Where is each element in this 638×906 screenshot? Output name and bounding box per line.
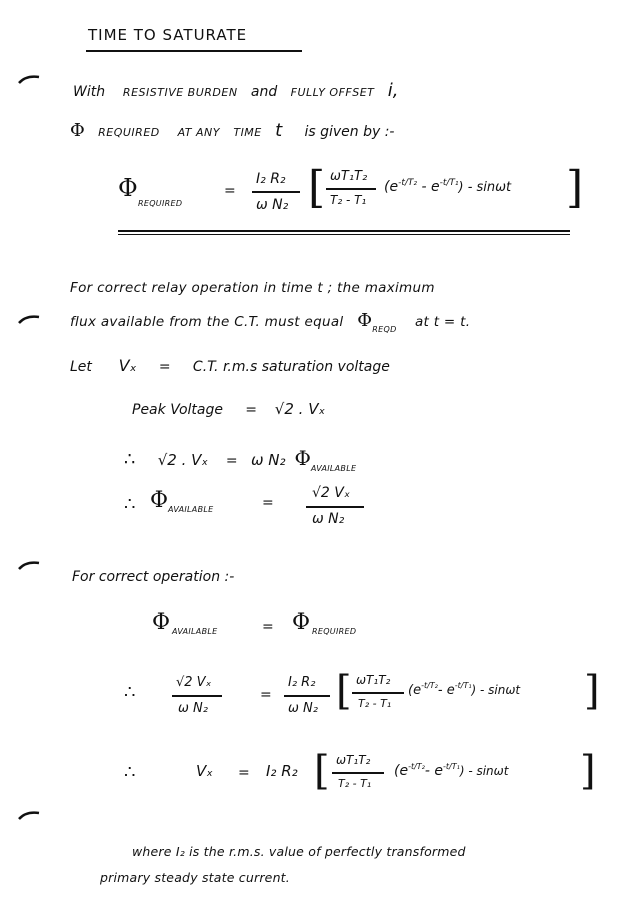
phi-required-label: REQUIRED — [98, 126, 160, 139]
eq3-exp-open: (e — [394, 763, 409, 779]
peak-value: √2 . Vₓ — [274, 400, 326, 418]
eq3-minus-e: - e — [424, 763, 444, 779]
eq1-inner-den: T₂ - T₁ — [330, 193, 367, 207]
footer-line1: where I₂ is the r.m.s. value of perfectly transformed — [132, 844, 466, 859]
let-word: Let — [70, 359, 92, 375]
margin-mark-4 — [18, 810, 40, 820]
eq3-coef: I₂ R₂ — [266, 762, 298, 780]
title-underline — [86, 50, 302, 52]
eq2-frac — [172, 695, 222, 697]
therefore2-frac — [306, 506, 364, 508]
peak-label: Peak Voltage — [132, 402, 223, 418]
margin-mark-1 — [18, 74, 40, 84]
equality-phi2: Φ — [292, 610, 311, 635]
margin-mark-2 — [18, 314, 40, 324]
eq1-rbracket: ] — [566, 162, 584, 213]
eq3-exp1: -t/T₂ — [408, 762, 425, 771]
therefore1-lhs: √2 . Vₓ — [157, 451, 209, 469]
phi-required-line — [70, 122, 394, 140]
eq1-underline-1 — [118, 230, 570, 232]
eq3-exp-expr — [394, 764, 508, 778]
footer-line2: primary steady state current. — [100, 870, 290, 885]
eq2-num2: I₂ R₂ — [288, 675, 316, 690]
para1-line2-b: at t = t. — [414, 314, 471, 330]
phi-time: TIME — [233, 126, 262, 139]
margin-mark-3 — [18, 560, 40, 570]
therefore2-den: ω N₂ — [312, 511, 345, 527]
eq3-inner-den: T₂ - T₁ — [338, 777, 372, 790]
therefore1-sub: AVAILABLE — [310, 464, 357, 473]
let-line — [70, 358, 390, 374]
eq2-sym: ∴ — [124, 682, 136, 703]
eq2-minus-e: - e — [437, 683, 455, 698]
let-desc: C.T. r.m.s saturation voltage — [192, 359, 390, 375]
eq1-minus-e: - e — [421, 179, 440, 195]
eq2-exp2: -t/T₁ — [454, 681, 472, 690]
eq1-underline-2 — [118, 234, 570, 235]
eq3-inner-frac — [332, 772, 384, 774]
equality-phi1: Φ — [152, 610, 171, 635]
peak-line — [132, 402, 325, 417]
eq2-inner-frac — [352, 692, 404, 694]
therefore2-phi: Φ — [150, 488, 169, 513]
eq3-rbracket: ] — [580, 748, 596, 794]
eq1-exp1: -t/T₂ — [398, 178, 417, 188]
therefore1-eq: = — [225, 453, 238, 469]
intro-i: i, — [387, 80, 399, 101]
para1-line2-a: flux available from the C.T. must equal — [70, 314, 344, 330]
therefore1-sym: ∴ — [124, 449, 136, 470]
eq3-vx: Vₓ — [196, 762, 213, 780]
eq2-eq: = — [260, 687, 272, 703]
eq2-lbracket: [ — [336, 668, 352, 714]
eq2-inner-num: ωT₁T₂ — [356, 673, 391, 687]
therefore2-sym: ∴ — [124, 494, 136, 515]
eq2-num: √2 Vₓ — [176, 675, 212, 690]
eq3-eq: = — [238, 765, 250, 781]
eq1-eq: = — [224, 183, 236, 199]
eq1-den: ω N₂ — [256, 197, 289, 213]
equality-sub1: AVAILABLE — [172, 627, 218, 636]
para1-phi: Φ — [357, 310, 373, 331]
intro-burden: RESISTIVE BURDEN — [122, 86, 238, 99]
therefore2-sub: AVAILABLE — [168, 505, 214, 514]
therefore2-eq: = — [262, 495, 274, 511]
therefore1-phi: Φ — [294, 446, 311, 470]
eq2-tail: ) - sinωt — [471, 683, 521, 697]
page-title: TIME TO SATURATE — [88, 26, 248, 44]
eq3-lbracket: [ — [314, 748, 330, 794]
therefore2-num: √2 Vₓ — [312, 485, 351, 501]
phi-given: is given by :- — [304, 124, 395, 140]
phi-at-any: AT ANY — [177, 126, 220, 139]
eq1-exp-expr — [384, 180, 511, 194]
eq2-frac2 — [284, 695, 330, 697]
eq3-exp2: -t/T₁ — [443, 762, 460, 771]
para1-line1: For correct relay operation in time t ; the maximum — [70, 280, 435, 296]
eq3-inner-num: ωT₁T₂ — [336, 753, 371, 767]
intro-line — [73, 82, 398, 100]
eq1-lbracket: [ — [308, 162, 326, 213]
intro-with: With — [73, 84, 106, 100]
para1-sub: REQD — [372, 325, 397, 334]
eq1-num: I₂ R₂ — [256, 171, 286, 187]
eq2-den2: ω N₂ — [288, 701, 318, 716]
eq1-phi: Φ — [118, 174, 138, 202]
phi-t: t — [275, 120, 283, 141]
therefore1-line — [124, 446, 357, 473]
eq1-inner-num: ωT₁T₂ — [330, 169, 368, 184]
eq1-exp2: -t/T₁ — [439, 178, 459, 188]
let-eq: = — [158, 359, 171, 375]
eq1-exp-open: (e — [384, 179, 399, 195]
para1-line2 — [70, 310, 471, 334]
intro-and: and — [250, 84, 278, 100]
eq1-tail: ) - sinωt — [458, 180, 512, 195]
phi-symbol: Φ — [70, 120, 85, 141]
peak-eq: = — [245, 402, 257, 418]
intro-offset: FULLY OFFSET — [290, 86, 375, 99]
eq2-den: ω N₂ — [178, 701, 208, 716]
eq3-sym: ∴ — [124, 762, 136, 783]
equality-sub2: REQUIRED — [312, 627, 357, 636]
eq1-frac — [252, 191, 300, 193]
eq3-tail: ) - sinωt — [459, 764, 509, 778]
for-correct-heading: For correct operation :- — [72, 569, 235, 585]
eq2-rbracket: ] — [584, 668, 600, 714]
equality-eq: = — [262, 619, 274, 635]
eq1-inner-frac — [326, 188, 376, 190]
therefore1-rhs: ω N₂ — [250, 451, 286, 469]
eq2-inner-den: T₂ - T₁ — [358, 697, 392, 710]
let-vx: Vₓ — [118, 356, 137, 375]
eq1-sub: REQUIRED — [138, 199, 183, 208]
eq2-exp-expr — [408, 681, 521, 698]
eq2-exp1: -t/T₂ — [421, 681, 438, 690]
eq2-exp-open: (e — [408, 683, 422, 698]
